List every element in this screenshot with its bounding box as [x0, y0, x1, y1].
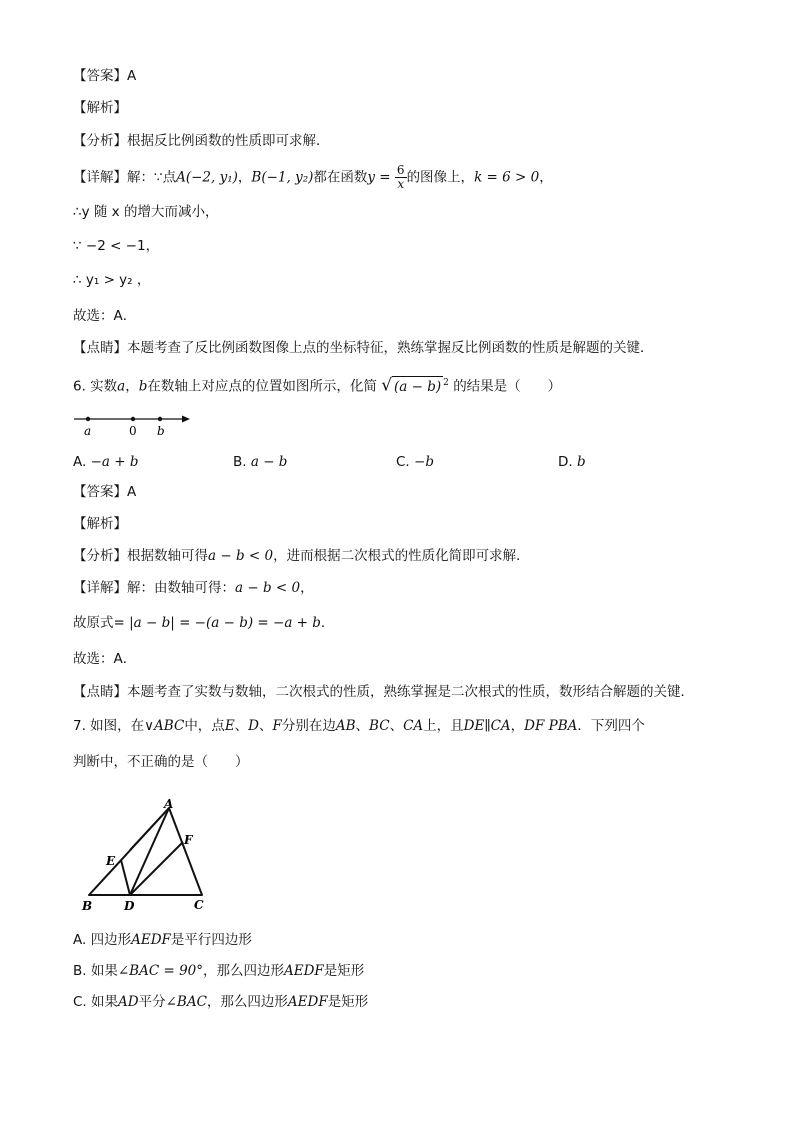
- number-line-label-b: b: [157, 424, 165, 438]
- q7-sep: 、: [355, 718, 370, 734]
- q6-stem: [73, 373, 561, 397]
- q5-choose: 故选：A．: [73, 308, 137, 324]
- q6-var-a: a: [117, 378, 126, 395]
- q6-fenxi-b: ，进而根据二次根式的性质化简即可求解．: [273, 548, 530, 564]
- q7-cond2: DF PBA: [524, 718, 578, 734]
- figure-label-a: A: [164, 797, 174, 811]
- q7-opt-b-mid: ，那么四边形: [203, 963, 284, 979]
- q7-opt-a-text: A. 四边形: [73, 932, 132, 948]
- q5-step2: ∵ −2 < −1，: [73, 238, 160, 254]
- q7-opt-b-math2: AEDF: [284, 963, 324, 979]
- q7-opt-a-tail: 是平行四边形: [170, 932, 252, 948]
- q6-analysis-heading: 【解析】: [73, 516, 127, 532]
- q7-point-f: F: [272, 718, 282, 734]
- q7-opt-a-math: AEDF: [131, 932, 171, 948]
- point-a-dot: [86, 417, 90, 421]
- q7-opt-b-math: ∠BAC = 90°: [117, 963, 203, 979]
- q7-stem-line2: 判断中，不正确的是（ ）: [73, 754, 249, 770]
- q7-opt-c-math: AD: [118, 994, 139, 1010]
- q7-sep: 、: [389, 718, 404, 734]
- q7-stem-d: 上，且: [423, 718, 464, 734]
- option-letter: C.: [396, 454, 410, 470]
- point-b-dot: [158, 417, 162, 421]
- q6-orig: [73, 613, 334, 633]
- option-text: b: [576, 454, 586, 470]
- segment-ad: [130, 808, 169, 895]
- q5-comment: 【点睛】本题考查了反比例函数图像上点的坐标特征，熟练掌握反比例函数的性质是解题的关键．: [73, 340, 654, 356]
- q7-side-ab: AB: [335, 718, 356, 734]
- q7-stem-line1: [73, 716, 645, 736]
- number-line-figure: [70, 408, 200, 438]
- figure-label-d: D: [124, 899, 135, 913]
- q5-detail-after: 的图像上，: [406, 169, 475, 186]
- q5-point-a: A(−2, y₁): [176, 169, 238, 186]
- q6-fenxi-math: a − b < 0: [208, 548, 274, 564]
- figure-label-c: C: [194, 898, 204, 912]
- q6-option-b: [233, 452, 287, 472]
- option-text: a − b: [250, 454, 288, 470]
- option-letter: A.: [73, 454, 87, 470]
- q5-detail: [73, 164, 553, 191]
- q5-analysis-heading: 【解析】: [73, 100, 127, 116]
- q7-side-ca: CA: [403, 718, 424, 734]
- q7-opt-b-tail: 是矩形: [323, 963, 365, 979]
- q7-opt-c-mid2: ，那么四边形: [206, 994, 288, 1010]
- q5-fenxi: 【分析】根据反比例函数的性质即可求解．: [73, 133, 330, 149]
- q6-detail-math: a − b < 0: [235, 580, 301, 596]
- q6-detail: [73, 578, 314, 598]
- q6-var-b: b: [138, 378, 148, 395]
- q7-stem-c: 分别在边: [281, 718, 336, 734]
- q7-sep: 、: [259, 718, 273, 734]
- q6-fenxi-a: 【分析】根据数轴可得: [73, 548, 208, 564]
- q5-frac-num: 6: [396, 163, 405, 177]
- segment-ed: [121, 860, 130, 895]
- q6-option-a: [73, 452, 139, 472]
- q6-orig-b: ．: [320, 615, 335, 631]
- triangle-abc: [89, 808, 202, 895]
- q5-detail-prefix: 【详解】解：∵点: [73, 169, 177, 186]
- q7-sep: 、: [234, 718, 249, 734]
- figure-label-e: E: [106, 854, 116, 868]
- option-letter: B.: [233, 454, 247, 470]
- q7-side-bc: BC: [369, 718, 390, 734]
- q7-comma: ，: [510, 718, 525, 734]
- q7-opt-c-math2: ∠BAC: [165, 994, 207, 1010]
- segment-df: [130, 842, 183, 895]
- q7-cond1: DE∥CA: [463, 718, 511, 734]
- q7-opt-b-text: B. 如果: [73, 963, 118, 979]
- q7-option-b: [73, 961, 364, 981]
- q7-opt-c-text: C. 如果: [73, 994, 119, 1010]
- point-0-dot: [131, 417, 135, 421]
- q6-fenxi: [73, 546, 530, 566]
- option-text: −a + b: [90, 454, 139, 470]
- q6-answer: 【答案】A: [73, 484, 137, 500]
- q5-point-b: B(−1, y₂): [251, 169, 314, 186]
- q7-stem-e: ．下列四个: [577, 718, 645, 734]
- radical-sign: √: [381, 375, 393, 396]
- q5-step1: ∴y 随 x 的增大而减小，: [73, 204, 219, 220]
- q6-orig-a: 故原式: [73, 615, 114, 631]
- q6-stem-f: 的结果是（ ）: [453, 378, 562, 395]
- q5-detail-sep: ，: [237, 169, 252, 186]
- q6-stem-a: 6. 实数: [73, 378, 118, 395]
- q7-opt-c-mid: 平分: [138, 994, 166, 1010]
- q7-opt-c-math3: AEDF: [287, 994, 328, 1010]
- q6-detail-b: ，: [300, 580, 314, 596]
- q7-stem-a: 7. 如图，在: [73, 718, 145, 734]
- q6-option-d: [558, 452, 586, 472]
- q5-fraction: [395, 164, 407, 191]
- number-line-label-0: 0: [129, 424, 137, 438]
- number-line-arrow: [182, 416, 190, 423]
- q5-detail-end: ，: [539, 169, 553, 186]
- q7-point-e: E: [224, 718, 235, 734]
- q6-orig-math: = |a − b| = −(a − b) = −a + b: [113, 615, 321, 631]
- q6-stem-e: 在数轴上对应点的位置如图所示，化简: [147, 378, 377, 395]
- q5-detail-mid: 都在函数: [313, 169, 368, 186]
- q6-detail-a: 【详解】解：由数轴可得：: [73, 580, 235, 596]
- q7-stem-b: 中，点: [184, 718, 225, 734]
- q6-choose: 故选：A．: [73, 651, 137, 667]
- q7-point-d: D: [248, 718, 259, 734]
- q5-frac-den: x: [397, 177, 405, 191]
- q7-option-a: [73, 930, 252, 950]
- q5-step3: ∴ y₁ > y₂ ，: [73, 272, 151, 288]
- q7-triangle: ∨ABC: [144, 718, 185, 734]
- segment-ea: [130, 808, 169, 850]
- q5-func-y: y =: [367, 169, 391, 186]
- option-letter: D.: [558, 454, 573, 470]
- q7-opt-c-tail: 是矩形: [327, 994, 369, 1010]
- q7-option-c: [73, 992, 368, 1012]
- number-line-label-a: a: [84, 424, 92, 438]
- q6-comment: 【点睛】本题考查了实数与数轴，二次根式的性质，熟练掌握是二次根式的性质，数形结合解题的关键．: [73, 684, 694, 700]
- q6-option-c: [396, 452, 434, 472]
- option-text: −b: [414, 454, 434, 470]
- q5-k: k = 6 > 0: [474, 169, 540, 186]
- figure-label-f: F: [184, 833, 193, 847]
- q5-answer: 【答案】A: [73, 68, 137, 84]
- figure-label-b: B: [82, 899, 93, 913]
- triangle-figure: [78, 797, 218, 915]
- q6-sqrt-content: (a − b): [392, 376, 443, 397]
- q6-stem-c: ，: [125, 378, 139, 395]
- q6-sqrt-exp: 2: [443, 378, 449, 388]
